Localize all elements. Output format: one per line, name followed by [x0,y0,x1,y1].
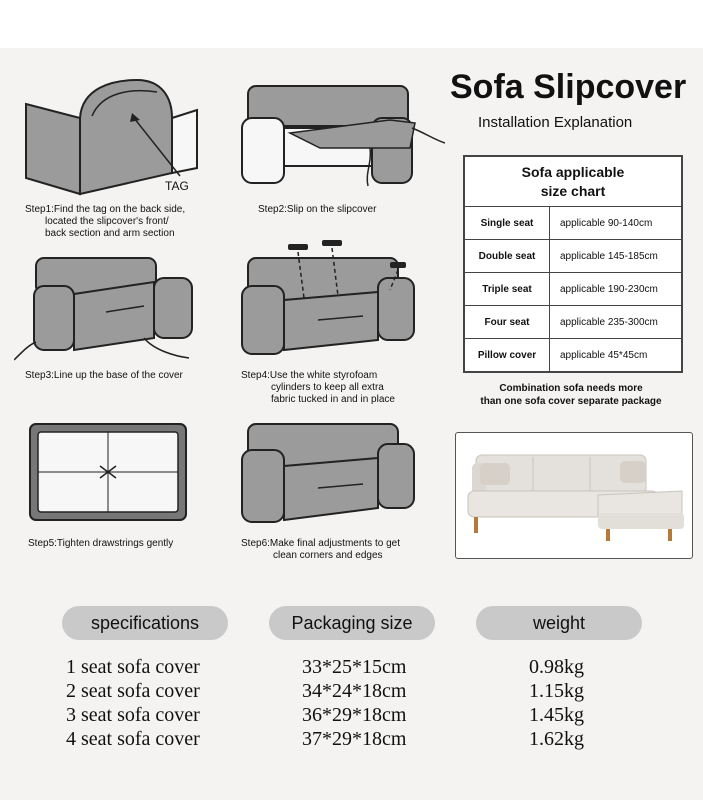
sofa-base-icon [14,250,204,365]
spec-size: 37*29*18cm [302,728,407,750]
size-chart-title: Sofa applicable size chart [465,157,681,207]
specifications-header: specifications [62,606,228,640]
seat-range: applicable 45*45cm [560,349,648,361]
size-row [465,207,681,240]
step3-caption: Step3:Line up the base of the cover [25,370,183,381]
spec-size: 36*29*18cm [302,704,407,726]
seat-type: Triple seat [465,273,550,305]
size-row [465,273,681,306]
size-row [465,339,681,371]
step5-caption: Step5:Tighten drawstrings gently [28,538,174,549]
spec-name: 1 seat sofa cover [66,656,200,678]
step4-caption: Step4:Use the white styrofoam cylinders to keep all extra fabric tucked in and in place [241,370,395,405]
weight-header: weight [476,606,642,640]
size-row [465,306,681,339]
seat-range: applicable 235-300cm [560,316,658,328]
seat-range: applicable 145-185cm [560,250,658,262]
step6-caption: Step6:Make final adjustments to get clean corners and edges [241,538,400,561]
sofa-tuck-icon [238,238,428,363]
spec-name: 4 seat sofa cover [66,728,200,750]
seat-type: Single seat [465,207,550,239]
spec-name: 2 seat sofa cover [66,680,200,702]
spec-weight: 1.62kg [529,728,584,750]
spec-size: 34*24*18cm [302,680,407,702]
tag-label: TAG [165,179,189,193]
seat-type: Four seat [465,306,550,338]
spec-sizes [302,655,406,751]
combination-note: Combination sofa needs more than one sofa cover separate package [480,383,662,407]
packaging-size-header: Packaging size [269,606,435,640]
page-title: Sofa Slipcover [450,68,687,106]
drawstring-icon [28,422,188,522]
sofa-photo [455,432,693,559]
page-subtitle: Installation Explanation [478,114,633,131]
spec-size: 33*25*15cm [302,656,407,678]
spec-name: 3 seat sofa cover [66,704,200,726]
seat-range: applicable 90-140cm [560,217,653,229]
spec-weight: 1.15kg [529,680,584,702]
spec-weights [529,655,584,751]
spec-names [66,655,200,751]
seat-type: Pillow cover [465,339,550,371]
step1-caption: Step1:Find the tag on the back side, located the slipcover's front/ back section and arm section [25,204,186,239]
spec-weight: 1.45kg [529,704,584,726]
seat-type: Double seat [465,240,550,272]
sofa-slip-icon [240,78,445,188]
step2-caption: Step2:Slip on the slipcover [258,204,377,215]
size-row [465,240,681,273]
spec-weight: 0.98kg [529,656,584,678]
size-chart [463,155,683,373]
sofa-final-icon [238,420,418,528]
seat-range: applicable 190-230cm [560,283,658,295]
